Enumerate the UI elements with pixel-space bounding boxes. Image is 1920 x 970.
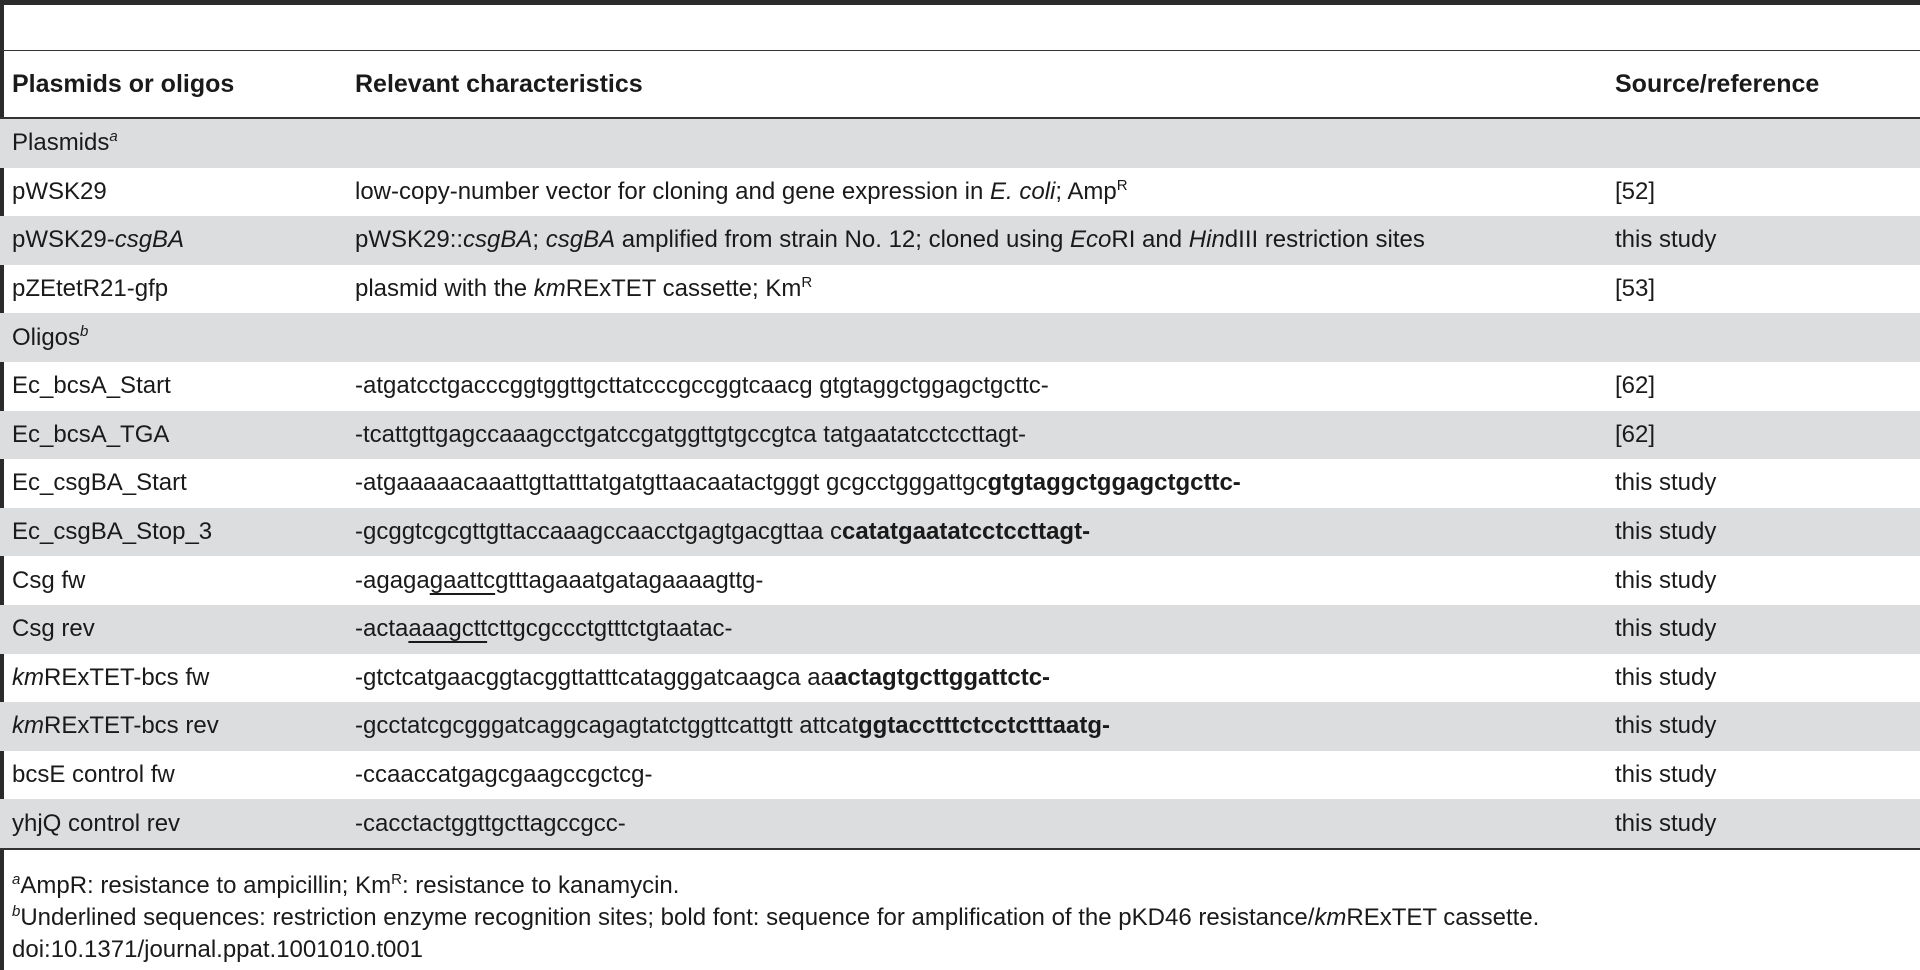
characteristics-part: csgBA — [545, 226, 616, 254]
section-name: Oligos — [12, 323, 81, 351]
name-part: RExTET-bcs fw — [44, 663, 210, 691]
cell-characteristics — [355, 168, 1615, 217]
table-row — [0, 411, 1920, 460]
table-row — [0, 751, 1920, 800]
cell-characteristics — [355, 411, 1615, 460]
section-label — [0, 119, 1920, 168]
footnote-part: RExTET cassette. — [1346, 904, 1540, 931]
table-row — [0, 265, 1920, 314]
characteristics-part: -ccaaccatgagcgaagccgctcg- — [355, 761, 653, 789]
characteristics-part: E. coli — [990, 177, 1056, 205]
characteristics-part: low-copy-number vector for cloning and gene expression in — [355, 177, 991, 205]
characteristics-part: -gtctcatgaacggtacggttatttcatagggatcaagca aa — [355, 663, 835, 691]
cell-name: Csg rev — [0, 605, 355, 654]
top-border — [0, 0, 1920, 5]
cell-source: this study — [1615, 605, 1920, 654]
characteristics-part: Hin — [1188, 226, 1225, 254]
header-source-reference: Source/reference — [1615, 69, 1820, 98]
characteristics-part: -cacctactggttgcttagccgcc- — [355, 809, 626, 837]
section-name: Plasmids — [12, 129, 110, 157]
cell-name: Ec_bcsA_Start — [12, 372, 171, 400]
cell-source: this study — [1615, 216, 1920, 265]
characteristics-part: gtgtaggctggagctgcttc- — [987, 469, 1241, 497]
characteristics-part: -tcattgttgagccaaagcctgatccgatggttgtgccgtca tatgaatatcctccttagt- — [355, 420, 1027, 448]
cell-name — [0, 654, 355, 703]
characteristics-part: RExTET cassette; Km — [565, 275, 802, 303]
cell-source: [52] — [1615, 177, 1656, 205]
cell-characteristics — [355, 459, 1615, 508]
cell-characteristics — [355, 265, 1615, 314]
section-label — [0, 313, 1920, 362]
characteristics-part: -gcctatcgcgggatcaggcagagtatctggttcattgtt attcat — [355, 712, 858, 740]
name-part: km — [12, 663, 44, 691]
cell-name: Csg fw — [12, 566, 86, 594]
header-plasmids-or-oligos: Plasmids or oligos — [12, 69, 235, 98]
footnote-part: R — [391, 871, 402, 888]
footnote-marker: b — [80, 322, 89, 340]
section-row — [0, 119, 1920, 168]
cell-characteristics — [355, 508, 1615, 557]
cell-characteristics — [355, 216, 1615, 265]
section-row — [0, 313, 1920, 362]
footnote-part: doi:10.1371/journal.ppat.1001010.t001 — [12, 936, 424, 963]
table-body — [0, 119, 1920, 848]
cell-source: this study — [1615, 702, 1920, 751]
cell-source: [62] — [1615, 411, 1920, 460]
characteristics-part: plasmid with the — [355, 275, 534, 303]
cell-name: yhjQ control rev — [0, 799, 355, 848]
cell-source: this study — [1615, 663, 1717, 691]
cell-name: Ec_csgBA_Stop_3 — [0, 508, 355, 557]
cell-source: this study — [1615, 469, 1717, 497]
characteristics-part: -gcggtcgcgttgttaccaaagccaacctgagtgacgttaa c — [355, 518, 842, 546]
name-part: km — [12, 712, 44, 740]
table-row — [0, 799, 1920, 848]
plasmids-oligos-table — [0, 51, 1920, 848]
table-header-row — [0, 51, 1920, 117]
table-row — [0, 362, 1920, 411]
cell-characteristics — [355, 799, 1615, 848]
characteristics-part: ; Amp — [1055, 177, 1117, 205]
cell-characteristics — [355, 654, 1615, 703]
footnote-part: km — [1314, 904, 1347, 931]
table-row — [0, 168, 1920, 217]
cell-characteristics — [355, 556, 1615, 605]
footnote-part: AmpR: resistance to ampicillin; Km — [20, 872, 392, 899]
characteristics-part: -atgaaaaacaaattgttatttatgatgttaacaatactgggt gcgcctgggattgc — [355, 469, 988, 497]
characteristics-part: R — [801, 274, 813, 292]
characteristics-part: km — [533, 275, 566, 303]
cell-name: pZEtetR21-gfp — [12, 275, 169, 303]
characteristics-part: -agaga — [355, 566, 430, 594]
characteristics-part: cttgcgccctgtttctgtaatac- — [487, 615, 733, 643]
footnote-part: Underlined sequences: restriction enzyme recognition sites; bold font: sequence for amplification of the pKD46 resistance/ — [20, 904, 1315, 931]
cell-characteristics — [355, 605, 1615, 654]
cell-characteristics — [355, 702, 1615, 751]
characteristics-part: gaattc — [429, 566, 496, 594]
characteristics-part: actagtgcttggattctc- — [834, 663, 1051, 691]
table-bottom-rule — [0, 848, 1920, 850]
footnote-line — [12, 902, 1912, 934]
cell-source: this study — [1615, 566, 1717, 594]
table-row — [0, 556, 1920, 605]
name-part: RExTET-bcs rev — [44, 712, 219, 740]
footnote-part: b — [12, 903, 21, 920]
cell-name: Ec_bcsA_TGA — [0, 411, 355, 460]
characteristics-part: ggtacctttctcctctttaatg- — [857, 712, 1111, 740]
cell-characteristics — [355, 751, 1615, 800]
characteristics-part: Eco — [1070, 226, 1112, 254]
cell-name — [0, 216, 355, 265]
footnote-line — [12, 870, 1912, 902]
table-footnotes — [12, 870, 1912, 966]
characteristics-part: catatgaatatcctccttagt- — [841, 518, 1091, 546]
table-row — [0, 702, 1920, 751]
characteristics-part: csgBA — [463, 226, 533, 254]
cell-source: this study — [1615, 508, 1920, 557]
cell-name — [0, 702, 355, 751]
cell-source: [53] — [1615, 275, 1656, 303]
table-row — [0, 508, 1920, 557]
cell-name: pWSK29 — [12, 177, 107, 205]
cell-characteristics — [355, 362, 1615, 411]
characteristics-part: amplified from strain No. 12; cloned using — [615, 226, 1071, 254]
characteristics-part: R — [1116, 176, 1128, 194]
cell-source: this study — [1615, 799, 1920, 848]
cell-source: [62] — [1615, 372, 1656, 400]
name-part: csgBA — [114, 226, 185, 254]
characteristics-part: aaagctt — [408, 615, 488, 643]
characteristics-part: pWSK29:: — [355, 226, 464, 254]
table-row — [0, 459, 1920, 508]
characteristics-part: gtttagaaatgatagaaaagttg- — [495, 566, 764, 594]
header-relevant-characteristics: Relevant characteristics — [355, 69, 643, 98]
footnote-part: : resistance to kanamycin. — [401, 872, 680, 899]
footnote-part: a — [12, 871, 21, 888]
footnote-line — [12, 934, 1912, 966]
characteristics-part: -acta — [355, 615, 409, 643]
footnote-marker: a — [109, 128, 118, 146]
table-row — [0, 654, 1920, 703]
cell-name: bcsE control fw — [12, 761, 175, 789]
characteristics-part: dIII restriction sites — [1224, 226, 1425, 254]
characteristics-part: ; — [532, 226, 546, 254]
characteristics-part: RI and — [1111, 226, 1189, 254]
cell-name: Ec_csgBA_Start — [12, 469, 187, 497]
cell-source: this study — [1615, 761, 1717, 789]
plasmids-oligos-table-container — [0, 50, 1920, 850]
table-row — [0, 605, 1920, 654]
table-row — [0, 216, 1920, 265]
characteristics-part: -atgatcctgacccggtggttgcttatcccgccggtcaacg gtgtaggctggagctgcttc- — [355, 372, 1049, 400]
name-part: pWSK29- — [12, 226, 115, 254]
